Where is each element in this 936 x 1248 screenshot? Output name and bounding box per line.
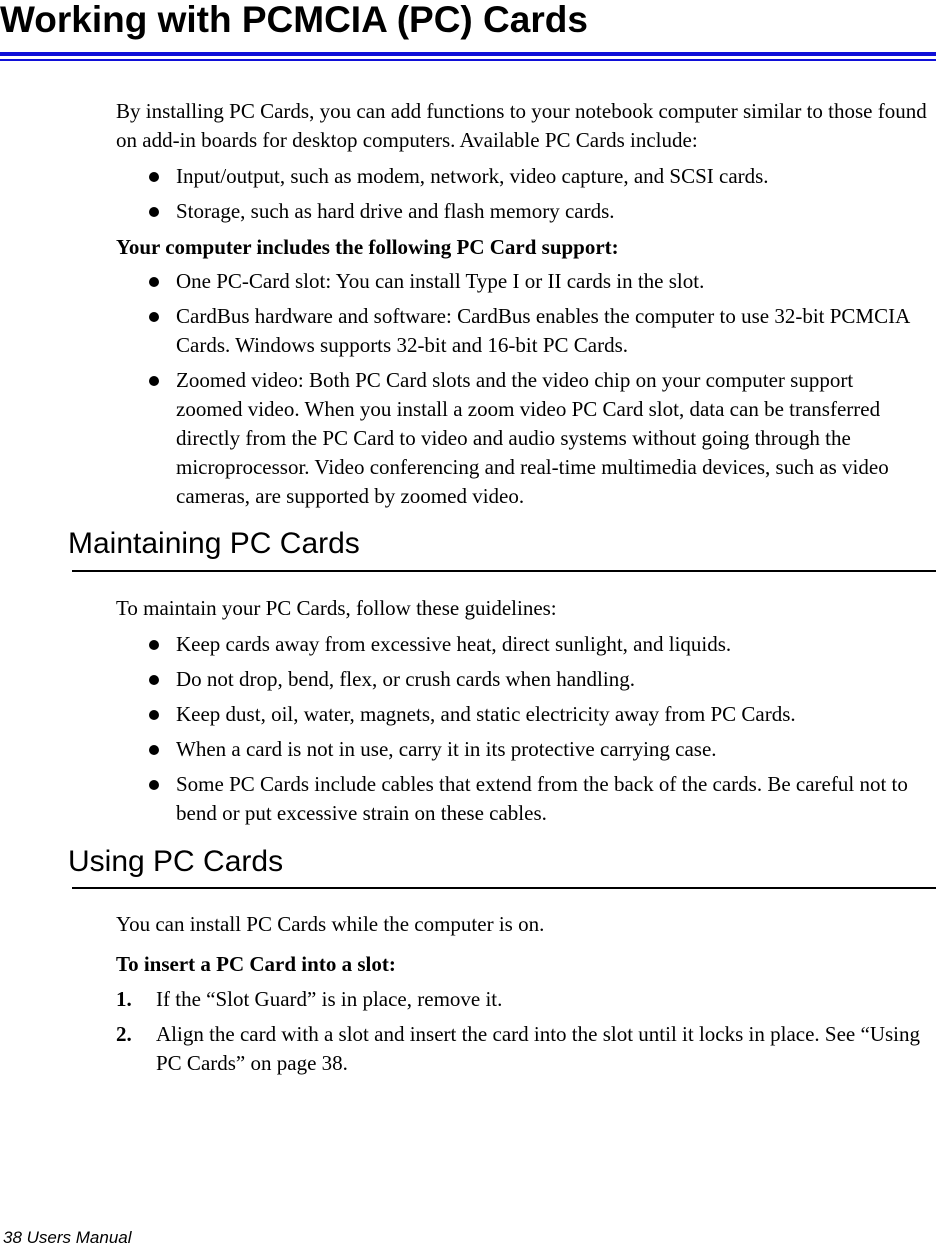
bullet-icon — [149, 207, 159, 217]
list-item — [116, 267, 916, 296]
list-item-text: CardBus hardware and software: CardBus enables the computer to use 32-bit PCMCIA Cards. Windows supports 32-bit and 16-bit PC Cards. — [176, 304, 910, 357]
bullet-icon — [149, 376, 159, 386]
list-item-text: When a card is not in use, carry it in its protective carrying case. — [176, 737, 717, 761]
title-rule-thick — [0, 52, 936, 56]
maintaining-intro: To maintain your PC Cards, follow these guidelines: — [116, 596, 557, 620]
list-item-text: Do not drop, bend, flex, or crush cards when handling. — [176, 667, 635, 691]
list-item — [116, 735, 916, 764]
list-item — [116, 366, 916, 511]
bullet-icon — [149, 172, 159, 182]
bullet-icon — [149, 277, 159, 287]
page-footer: 38 Users Manual — [3, 1228, 132, 1247]
section-rule — [72, 887, 936, 889]
page-title: Working with PCMCIA (PC) Cards — [0, 0, 588, 40]
section-heading-using: Using PC Cards — [68, 845, 284, 878]
step-number: 1. — [116, 987, 132, 1011]
list-item — [116, 302, 916, 360]
bullet-icon — [149, 312, 159, 322]
list-item — [116, 700, 916, 729]
bullet-icon — [149, 710, 159, 720]
bullet-icon — [149, 675, 159, 685]
section-rule — [72, 570, 936, 572]
list-item — [116, 770, 916, 828]
using-intro: You can install PC Cards while the computer is on. — [116, 912, 545, 936]
step-item — [116, 985, 931, 1014]
list-item-text: Keep dust, oil, water, magnets, and static electricity away from PC Cards. — [176, 702, 796, 726]
list-item-text: Storage, such as hard drive and flash memory cards. — [176, 199, 615, 223]
list-item — [116, 630, 916, 659]
intro-bullet-list — [116, 162, 916, 226]
list-item-text: Input/output, such as modem, network, video capture, and SCSI cards. — [176, 164, 769, 188]
list-item — [116, 665, 916, 694]
step-text: If the “Slot Guard” is in place, remove it. — [156, 987, 503, 1011]
section-heading-maintaining: Maintaining PC Cards — [68, 527, 360, 560]
procedure-heading: To insert a PC Card into a slot: — [116, 952, 396, 976]
step-number: 2. — [116, 1022, 132, 1046]
support-bullet-list — [116, 267, 916, 511]
list-item-text: One PC-Card slot: You can install Type I or II cards in the slot. — [176, 269, 705, 293]
list-item — [116, 197, 916, 226]
list-item-text: Zoomed video: Both PC Card slots and the video chip on your computer support zoomed video. When you install a zoom video PC Card slot, data can be transferred directly from the PC Card to video and audio systems without going through the microprocessor. Video conferencing and real-time multimedia devices, such as video cameras, are supported by zoomed video. — [176, 368, 889, 508]
support-heading: Your computer includes the following PC Card support: — [116, 235, 619, 259]
intro-paragraph: By installing PC Cards, you can add functions to your notebook computer similar to those found on add-in boards for desktop computers. Available PC Cards include: — [116, 99, 927, 152]
title-rule-thin — [0, 59, 936, 61]
bullet-icon — [149, 745, 159, 755]
bullet-icon — [149, 640, 159, 650]
procedure-steps — [116, 985, 931, 1078]
step-item — [116, 1020, 931, 1078]
list-item-text: Some PC Cards include cables that extend from the back of the cards. Be careful not to bend or put excessive strain on these cables. — [176, 772, 908, 825]
maintaining-bullet-list — [116, 630, 916, 828]
bullet-icon — [149, 780, 159, 790]
step-text: Align the card with a slot and insert the card into the slot until it locks in place. See “Using PC Cards” on page 38. — [156, 1022, 920, 1075]
list-item — [116, 162, 916, 191]
list-item-text: Keep cards away from excessive heat, direct sunlight, and liquids. — [176, 632, 732, 656]
